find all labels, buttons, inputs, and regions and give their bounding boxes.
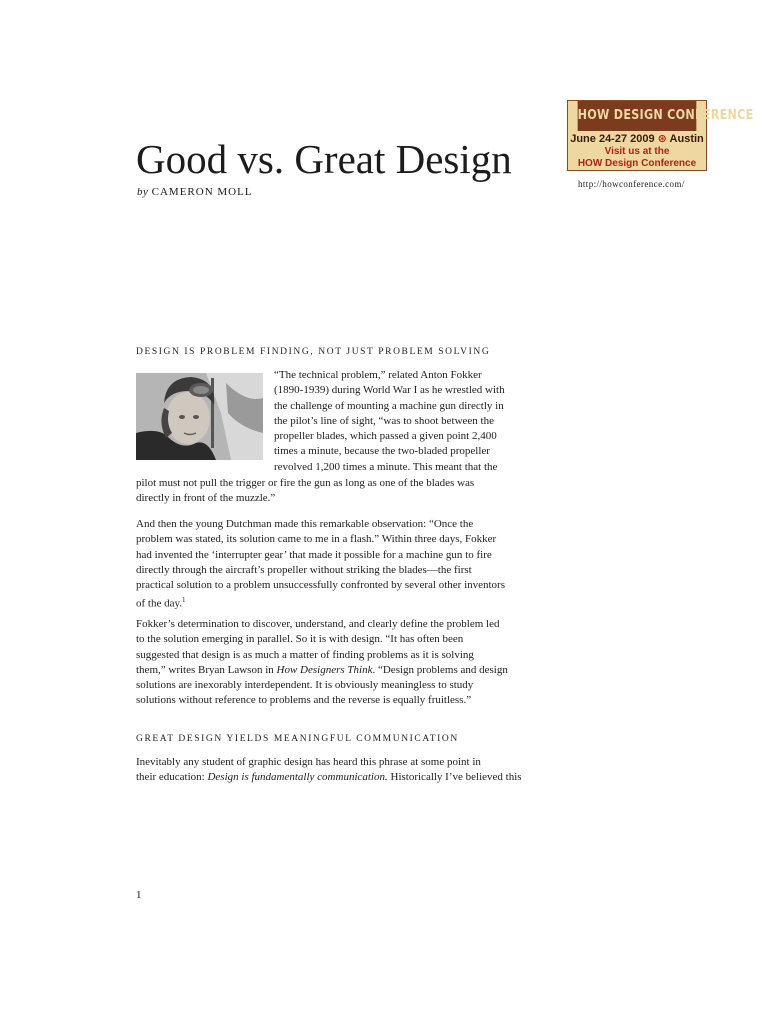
paragraph-dutchman-observation: [136, 517, 524, 612]
text-line: Inevitably any student of graphic design has heard this phrase at some point in: [136, 756, 481, 768]
fokker-photo: [136, 373, 263, 460]
ad-visit-line: Visit us at the: [604, 146, 670, 157]
section-heading-meaningful-communication: GREAT DESIGN YIELDS MEANINGFUL COMMUNICATION: [136, 734, 459, 744]
text-line: propeller blades, which passed a given point 2,400: [274, 430, 497, 443]
text-line: revolved 1,200 times a minute. This meant that the: [274, 460, 498, 473]
text-line: the challenge of mounting a machine gun directly in: [274, 399, 504, 412]
book-title: How Designers Think: [276, 663, 373, 676]
paragraph-fokker-quote-continued: [136, 476, 524, 507]
page-number: 1: [136, 889, 142, 901]
text-segment: Historically I’ve believed this: [387, 771, 522, 784]
byline: [137, 186, 253, 198]
ad-city: Austin: [669, 133, 704, 145]
text-segment: them,” writes Bryan Lawson in: [136, 663, 277, 676]
text-line: practical solution to a problem unsuccessfully confronted by several other inventors: [136, 579, 506, 592]
text-line: And then the young Dutchman made this remarkable observation: “Once the: [136, 518, 474, 530]
byline-by: by: [137, 186, 149, 198]
text-segment: of the day.: [136, 598, 183, 611]
paragraph-communication: [136, 755, 524, 786]
text-line: Fokker’s determination to discover, understand, and clearly define the problem led: [136, 618, 500, 630]
text-line: solutions without reference to problems and the reverse is equally fruitless.”: [136, 694, 472, 707]
text-line: to the solution emerging in parallel. So it is with design. “It has often been: [136, 633, 464, 646]
document-title: Good vs. Great Design: [136, 136, 512, 182]
text-line: had invented the ‘interrupter gear’ that made it possible for a machine gun to fire: [136, 548, 492, 561]
ad-dates: June 24-27 2009: [570, 133, 655, 145]
text-line: directly through the aircraft’s propeller without striking the blades—the first: [136, 563, 472, 576]
pilot-portrait-image: [136, 373, 263, 460]
text-line: solutions are inexorably interdependent. It is obviously meaningless to study: [136, 679, 474, 692]
byline-author: CAMERON MOLL: [151, 186, 253, 198]
emphasis-phrase: Design is fundamentally communication.: [207, 771, 388, 784]
text-line: [136, 593, 524, 612]
ad-conference-line: HOW Design Conference: [577, 158, 697, 169]
text-line: suggested that design is as much a matter of finding problems as it is solving: [136, 648, 474, 661]
text-line: directly in front of the muzzle.”: [136, 492, 276, 505]
text-line: pilot must not pull the trigger or fire the gun as long as one of the blades was: [136, 477, 475, 489]
text-segment: . “Design problems and design: [372, 663, 508, 676]
text-segment: their education:: [136, 771, 208, 784]
text-line: problem was stated, its solution came to me in a flash.” Within three days, Fokker: [136, 533, 497, 546]
star-icon: ⊛: [657, 133, 667, 145]
ad-banner-title: HOW DESIGN CONFERENCE: [578, 101, 697, 131]
ad-url-link[interactable]: http://howconference.com/: [578, 179, 685, 189]
text-line: [136, 663, 524, 678]
text-line: [136, 770, 524, 785]
text-line: the pilot’s line of sight, “was to shoot between the: [274, 414, 494, 427]
text-line: times a minute, because the two-bladed propeller: [274, 445, 490, 458]
ad-dates-line: [568, 133, 706, 146]
conference-ad-banner[interactable]: [567, 100, 754, 171]
section-heading-problem-finding: DESIGN IS PROBLEM FINDING, NOT JUST PROBLEM SOLVING: [136, 347, 491, 357]
paragraph-fokker-determination: [136, 617, 524, 709]
text-line: (1890-1939) during World War I as he wrestled with: [274, 384, 505, 397]
text-line: “The technical problem,” related Anton Fokker: [274, 369, 482, 381]
paragraph-fokker-quote-right: [274, 368, 524, 475]
footnote-marker[interactable]: 1: [182, 596, 186, 605]
